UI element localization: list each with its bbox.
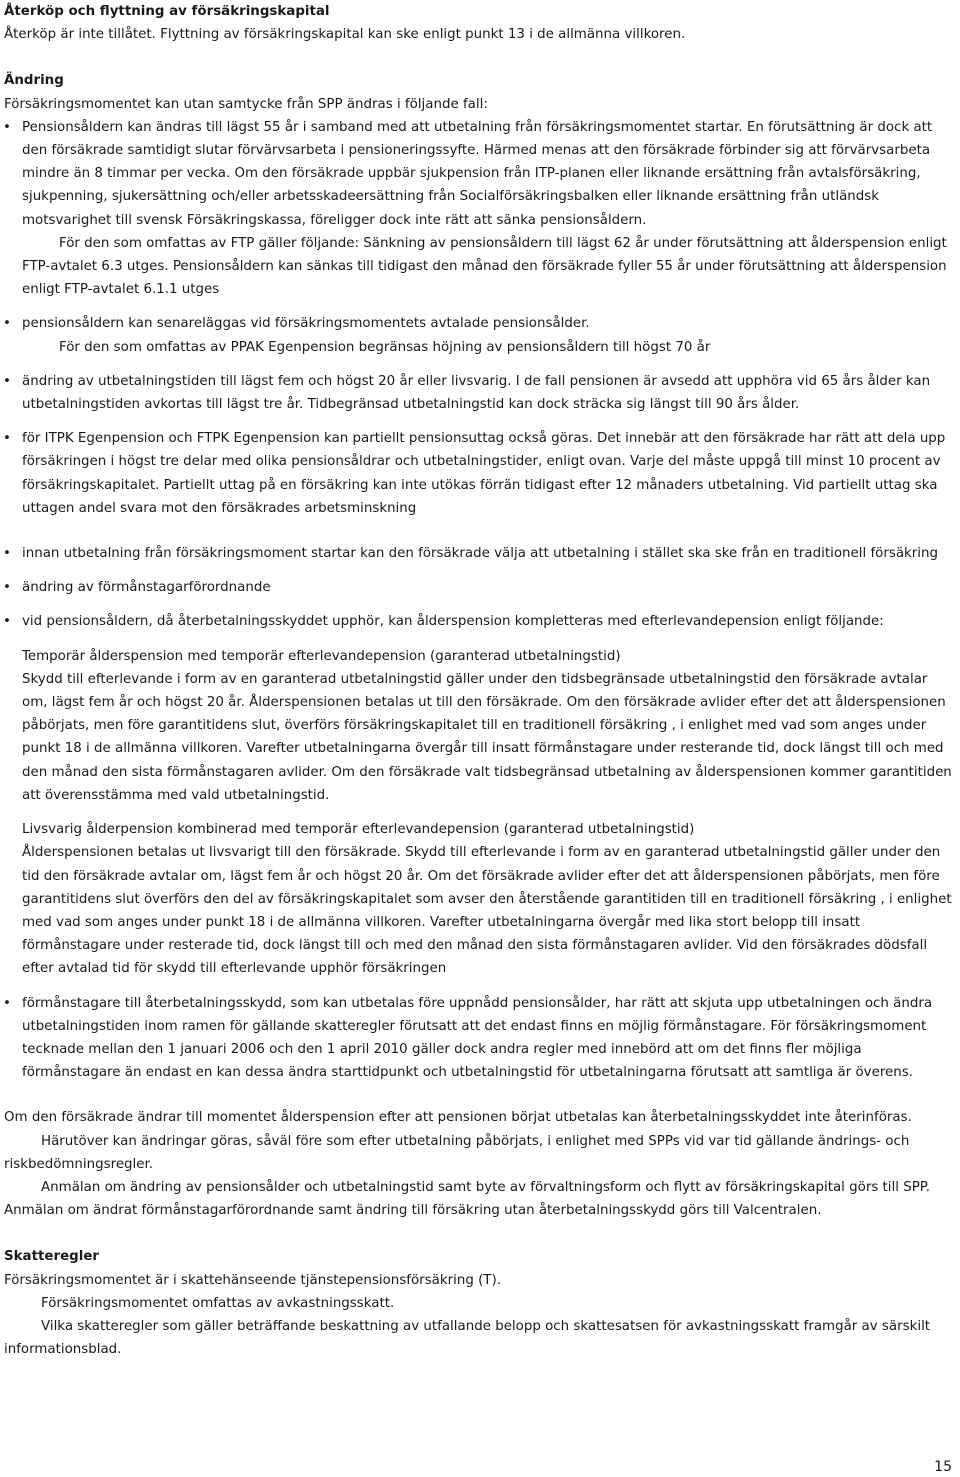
list-item-formanstagarforordnande (0, 576, 960, 599)
paragraph: Härutöver kan ändringar göras, såväl före som efter utbetalning påbörjats, i enlighet med SPPs vid var tid gällande ändrings- och riskbedömningsregler. (4, 1133, 910, 1172)
list-item-text: innan utbetalning från försäkringsmoment startar kan den försäkrade välja att utbetalning i stället ska ske från en traditionell försäkring (22, 546, 939, 562)
paragraph: Försäkringsmomentet omfattas av avkastningsskatt. (41, 1295, 395, 1311)
bullet-icon: • (3, 546, 11, 562)
subsection-title: Temporär ålderspension med temporär efterlevandepension (garanterad utbetalningstid) (22, 648, 621, 664)
bullet-icon: • (3, 431, 11, 447)
list-item-pensionsalder-senarelaggning (0, 312, 960, 358)
list-item-pensionsalder-sankning (0, 116, 960, 302)
list-item-text: ändring av förmånstagarförordnande (22, 580, 271, 596)
bullet-icon: • (3, 995, 11, 1011)
list-item-subtext: För den som omfattas av PPAK Egenpension begränsas höjning av pensionsåldern till högst 70 år (59, 339, 711, 355)
list-item-subtext: För den som omfattas av FTP gäller följande: Sänkning av pensionsåldern till lägst 62 år under förutsättning att ålderspension enligt FTP-avtalet 6.3 utges. Pensionsåldern kan sänkas till tidigast den månad den försäkrade fyller 55 år under förutsättning att ålderspension enligt FTP-avtalet 6.1.1 utges (22, 235, 947, 298)
paragraph: Vilka skatteregler som gäller beträffande beskattning av utfallande belopp och skattesatsen för avkastningsskatt framgår av särskilt informationsblad. (4, 1318, 931, 1358)
list-item-text: förmånstagare till återbetalningsskydd, som kan utbetalas före uppnådd pensionsålder, har rätt att skjuta upp utbetalningen och ändra utbetalningstiden inom ramen för gällande skatteregler förutsatt att det endast finns en möjlig förmånstagare. För försäkringsmoment tecknade mellan den 1 januari 2006 och den 1 april 2010 gäller dock andra regler med innebörd att om det finns fler möjliga förmånstagare än endast en kan dessa ändra starttidpunkt och utbetalningstid för utbetalningarna förutsatt att samtliga är överens. (22, 995, 933, 1081)
list-item-text: ändring av utbetalningstiden till lägst fem och högst 20 år eller livsvarig. I de fall pensionen är avsedd att upphöra vid 65 års ålder kan utbetalningstiden avkortas till lägst tre år. Tidbegränsad utbetalningstid kan dock sträcka sig längst till 90 års ålder. (22, 373, 931, 413)
list-item-utbetalningstid (0, 370, 960, 416)
bullet-icon: • (3, 316, 11, 332)
subsection-text: Ålderspensionen betalas ut livsvarigt till den försäkrade. Skydd till efterlevande i form av en garanterad utbetalningstid gäller under den tid den försäkrade avtalar om, lägst fem år och högst 20 år. Om det försäkrade avlider efter det att ålderspensionen påbörjats, men före garantitidens slut överförs den del av försäkringskapitalet som avser den återstående garantitiden till en traditionell försäkring , i enlighet med vad som anges under punkt 18 i de allmänna villkoren. Varefter utbetalningarna övergår med lika stort belopp till insatt förmånstagare under resterade tid, dock längst till och med den månad den sista förmånstagaren avlider. Vid den försäkrades dödsfall efter avtalad tid för skydd till efterlevande upphör försäkringen (22, 845, 952, 977)
list-item-partiellt-uttag (0, 427, 960, 520)
paragraph: Försäkringsmomentet är i skattehänseende tjänstepensionsförsäkring (T). (4, 1272, 501, 1288)
section-aterkop (0, 0, 960, 46)
section-andring (0, 69, 960, 115)
subsection-livsvarig-alderpension (0, 818, 960, 980)
list-item-text: pensionsåldern kan senareläggas vid försäkringsmomentets avtalade pensionsålder. (22, 316, 590, 332)
subsection-title: Livsvarig ålderpension kombinerad med temporär efterlevandepension (garanterad utbetalningstid) (22, 822, 695, 838)
list-item-text: vid pensionsåldern, då återbetalningsskyddet upphör, kan ålderspension kompletteras med efterlevandepension enligt följande: (22, 614, 884, 630)
paragraph-andring-intro: Försäkringsmomentet kan utan samtycke från SPP ändras i följande fall: (4, 96, 488, 112)
section-andring-closing (0, 1106, 960, 1222)
bullet-icon: • (3, 580, 11, 596)
section-title-aterkop: Återköp och flyttning av försäkringskapital (4, 4, 330, 19)
page-number: 15 (934, 1459, 952, 1475)
paragraph: Om den försäkrade ändrar till momentet ålderspension efter att pensionen börjat utbetalas kan återbetalningsskyddet inte återinföras. (4, 1110, 912, 1126)
section-title-andring: Ändring (4, 73, 64, 89)
bullet-icon: • (3, 119, 11, 135)
list-item-traditionell-forsakring (0, 542, 960, 565)
bullet-icon: • (3, 614, 11, 630)
list-item-text: för ITPK Egenpension och FTPK Egenpension kan partiellt pensionsuttag också göras. Det innebär att den försäkrade har rätt att dela upp försäkringen i högst tre delar med olika pensionsåldrar och utbetalningstider, enligt ovan. Varje del måste uppgå till minst 10 procent av försäkringskapitalet. Partiellt uttag på en försäkring kan inte utökas förrän tidigast efter 12 månaders utbetalning. Vid partiellt uttag ska uttagen andel svara mot den försäkrades arbetsminskning (22, 431, 946, 516)
subsection-temporar-alderspension (0, 645, 960, 807)
bullet-icon: • (3, 373, 11, 389)
list-item-text: Pensionsåldern kan ändras till lägst 55 år i samband med att utbetalning från försäkringsmomentet startar. En förutsättning är dock att den försäkrade samtidigt slutar förvärvsarbeta i pensioneringssyfte. Härmed menas att den försäkrade förbinder sig att förvärvsarbeta mindre än 8 timmar per vecka. Om den försäkrade uppbär sjukpension från ITP-planen eller liknande ersättning från avtalsförsäkring, sjukpenning, sjukersättning och/eller arbetsskadeersättning från Socialförsäkringsbalken eller liknande ersättning från utländsk motsvarighet till svensk Försäkringskassa, föreligger dock inte rätt att sänka pensionsåldern. (22, 119, 933, 228)
list-item-formanstagare-aterbetalningsskydd (0, 992, 960, 1085)
subsection-text: Skydd till efterlevande i form av en garanterad utbetalningstid gäller under den tidsbegränsade utbetalningstid den försäkrade avtalar om, lägst fem år och högst 20 år. Ålderspensionen betalas ut till den försäkrade. Om den försäkrade avlider efter det att ålderspensionen påbörjats, men före garantitidens slut, överförs försäkringskapitalet till en traditionell försäkring , i enlighet med vad som anges under punkt 18 i de allmänna villkoren. Varefter utbetalningarna övergår till insatt förmånstagare under resterande tid, dock längst till och med den månad den sista förmånstagaren avlider. Om den försäkrade valt tidsbegränsad utbetalning av ålderspensionen kommer garantitiden att överensstämma med vald utbetalningstid. (22, 671, 952, 803)
paragraph: Anmälan om ändring av pensionsålder och utbetalningstid samt byte av förvaltningsform och flytt av försäkringskapital görs till SPP. Anmälan om ändrat förmånstagarförordnande samt ändring till försäkring utan återbetalningsskydd görs till Valcentralen. (4, 1179, 931, 1219)
section-title-skatteregler: Skatteregler (4, 1249, 100, 1265)
paragraph-aterkop: Återköp är inte tillåtet. Flyttning av försäkringskapital kan ske enligt punkt 13 i de allmänna villkoren. (4, 27, 686, 43)
list-item-efterlevandepension (0, 610, 960, 633)
section-skatteregler (0, 1245, 960, 1361)
